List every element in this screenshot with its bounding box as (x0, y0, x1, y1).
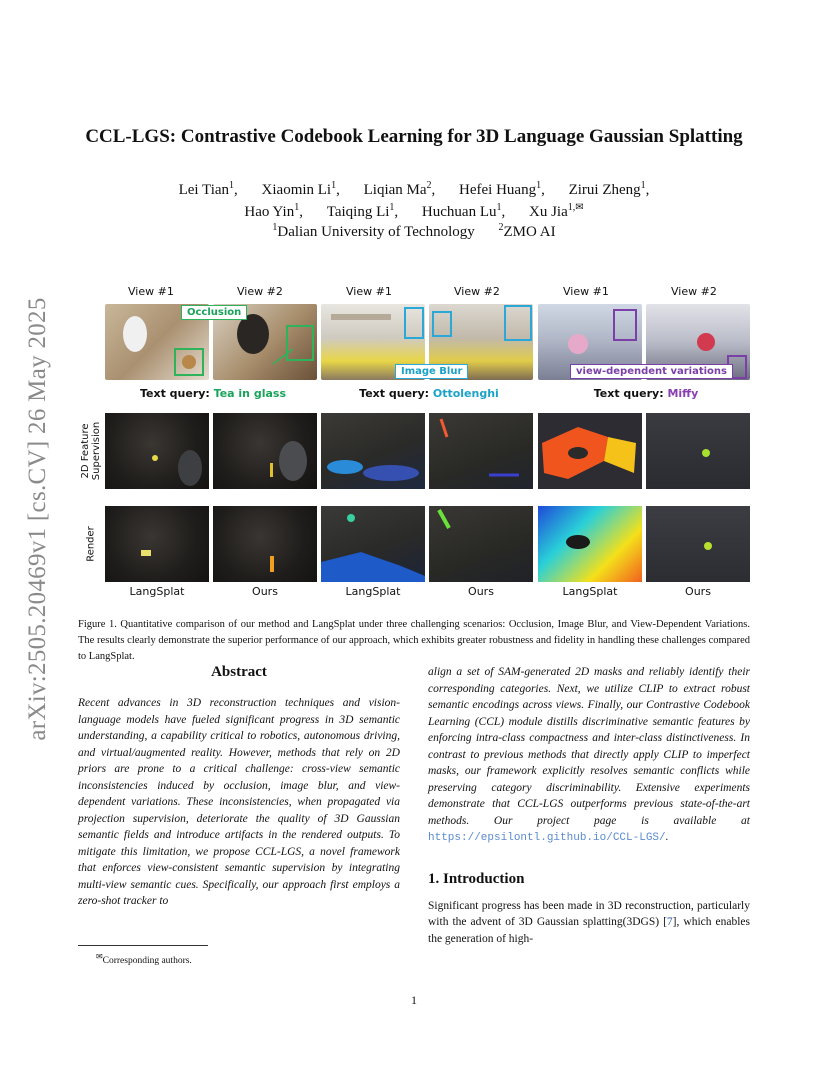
view-label: View #1 (346, 285, 392, 298)
column-label: Ours (468, 585, 494, 598)
row-label-2d-feature: 2D Feature Supervision (80, 421, 102, 481)
column-label: LangSplat (129, 585, 185, 598)
citation-link[interactable]: 7 (666, 916, 673, 928)
tag-image-blur: Image Blur (395, 364, 468, 379)
affiliation: $^2$ZMO AI (498, 222, 556, 240)
figure-caption: Figure 1. Quantitative comparison of our method and LangSplat under three challenging scenarios: Occlusion, Image Blur, and View-Dependent Variations. The results clearly demonstrate the superior performance of our approach, which exhibits greater robustness and fidelity in handling these challenges compared to LangSplat. (78, 619, 750, 662)
result-feature-langsplat-view (538, 413, 642, 489)
result-render-langsplat-blur (321, 506, 425, 582)
right-column (428, 664, 750, 947)
introduction-text: Significant progress has been made in 3D reconstruction, particularly with the advent of 3D Gaussian splatting(3DGS) [7], which enables the generation of high- (428, 899, 750, 945)
result-feature-langsplat-blur (321, 413, 425, 489)
result-render-ours-view (646, 506, 750, 582)
column-label: Ours (252, 585, 278, 598)
author: Xu Jia$^{1,✉}$ (528, 202, 584, 220)
affiliation: $^1$Dalian University of Technology (272, 222, 475, 240)
author: Lei Tian$^1$, (178, 180, 238, 198)
author: Liqian Ma$^2$, (363, 180, 436, 198)
result-feature-langsplat-occlusion (105, 413, 209, 489)
result-render-langsplat-view (538, 506, 642, 582)
abstract-text-right: align a set of SAM-generated 2D masks and reliably identify their corresponding categories. Next, we utilize CLIP to extract robust semantic encodings across views. Finally, our Contrastive Codebook Learning (CCL) module distills discriminative semantic features by enforcing intra-class compactness and inter-class distinctiveness. In contrast to previous methods that directly apply CLIP to imperfect masks, our framework explicitly resolves semantic conflicts while preserving category discriminability. Extensive experiments demonstrate that CCL-LGS outperforms previous state-of-the-art methods. Our project page is available at https://epsilontl.github.io/CCL-LGS/. (428, 666, 750, 844)
project-link[interactable]: https://epsilontl.github.io/CCL-LGS/ (428, 832, 666, 844)
author: Taiqing Li$^1$, (326, 202, 399, 220)
text-query-2: Text query: Ottolenghi (359, 387, 499, 400)
view-label: View #2 (454, 285, 500, 298)
abstract-text-left: Recent advances in 3D reconstruction techniques and vision-language models have fueled significant progress in 3D semantic understanding, a capability critical to robotics, autonomous driving, and virtual/augmented reality. However, methods that rely on 2D priors are prone to a critical challenge: cross-view semantic inconsistencies induced by occlusion, image blur, and view-dependent variations. These inconsistencies, when propagated via projection supervision, deteriorate the quality of 3D Gaussian semantic fields and introduce artifacts in the rendered outputs. To mitigate this limitation, we propose CCL-LGS, a novel framework that enforces view-consistent semantic supervision by integrating multi-view semantic cues. Specifically, our approach first employs a zero-shot tracker to (78, 697, 400, 907)
result-feature-ours-occlusion (213, 413, 317, 489)
result-feature-ours-blur (429, 413, 533, 489)
introduction-heading: 1. Introduction (428, 870, 525, 887)
author: Zirui Zheng$^1$, (568, 180, 650, 198)
footnote-rule (78, 945, 208, 946)
tag-view-dependent: view-dependent variations (570, 364, 733, 379)
result-feature-ours-view (646, 413, 750, 489)
row-label-render: Render (85, 526, 97, 562)
figure-1 (78, 284, 750, 604)
authors-row-1 (60, 180, 768, 199)
text-query-1: Text query: Tea in glass (139, 387, 287, 400)
author: Huchuan Lu$^1$, (421, 202, 506, 220)
view-label: View #1 (563, 285, 609, 298)
tag-occlusion: Occlusion (181, 305, 247, 320)
abstract-heading: Abstract (211, 664, 267, 680)
authors-row-2 (60, 202, 768, 221)
author: Xiaomin Li$^1$, (261, 180, 340, 198)
arxiv-stamp: arXiv:2505.20469v1 [cs.CV] 26 May 2025 (24, 297, 51, 741)
page-number: 1 (411, 993, 417, 1007)
text-query-3: Text query: Miffy (593, 387, 699, 400)
left-column (78, 664, 400, 910)
paper-title: CCL-LGS: Contrastive Codebook Learning for 3D Language Gaussian Splatting (85, 126, 743, 147)
column-label: LangSplat (345, 585, 401, 598)
view-label: View #2 (671, 285, 717, 298)
footnote: ✉Corresponding authors. (96, 952, 192, 967)
result-render-ours-blur (429, 506, 533, 582)
result-render-langsplat-occlusion (105, 506, 209, 582)
result-render-ours-occlusion (213, 506, 317, 582)
author: Hefei Huang$^1$, (459, 180, 545, 198)
column-label: LangSplat (562, 585, 618, 598)
view-label: View #2 (237, 285, 283, 298)
affiliations (60, 222, 768, 241)
column-label: Ours (685, 585, 711, 598)
author: Hao Yin$^1$, (244, 202, 303, 220)
view-label: View #1 (128, 285, 174, 298)
